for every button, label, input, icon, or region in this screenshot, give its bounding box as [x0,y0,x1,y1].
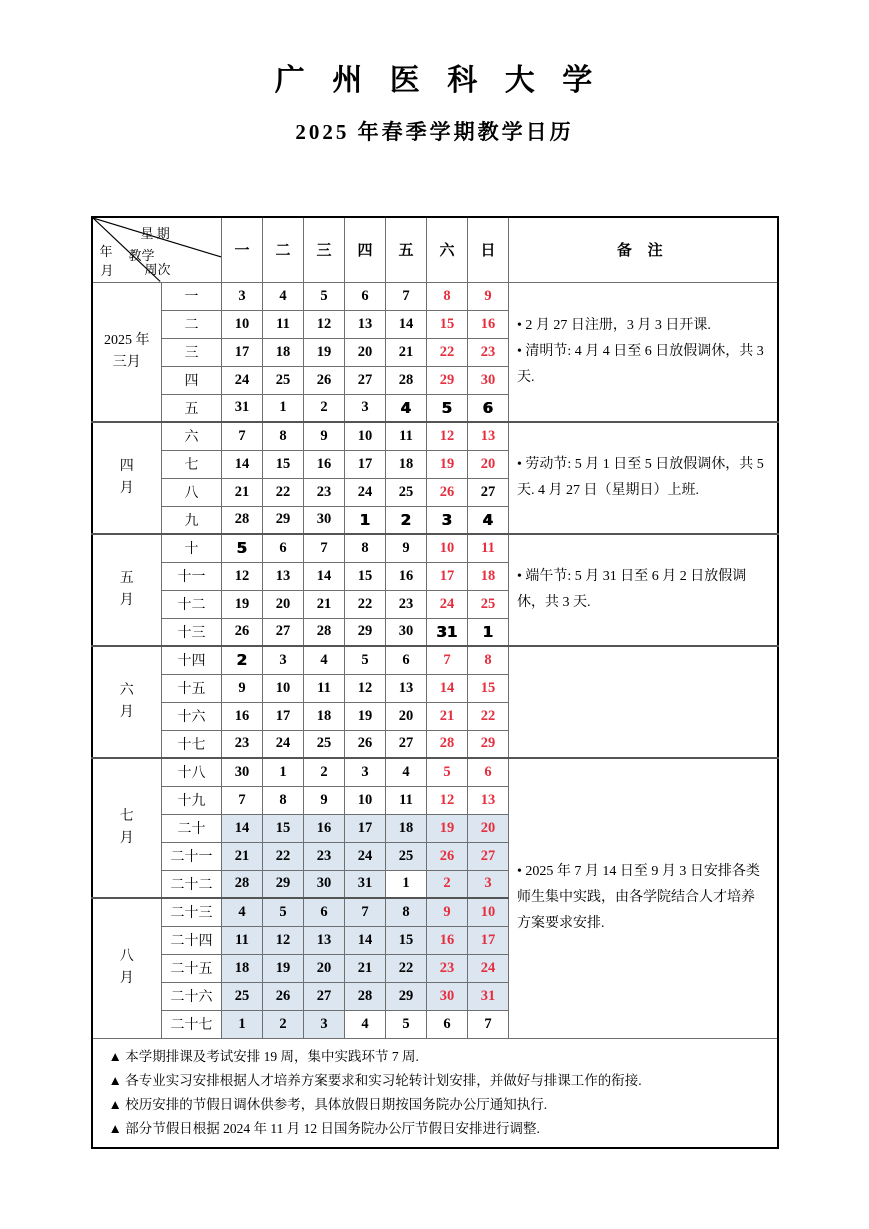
note-line: • 2 月 27 日注册，3 月 3 日开课. [517,317,711,333]
date-cell: 22 [263,478,304,506]
date-cell: 16 [304,814,345,842]
date-cell: 30 [222,758,263,786]
date-cell: 12 [427,422,468,450]
date-cell: 13 [386,674,427,702]
date-cell: 14 [222,450,263,478]
teaching-week-label: 二十五 [162,954,222,982]
teaching-week-label: 十三 [162,618,222,646]
date-cell: 26 [427,478,468,506]
date-cell: 21 [345,954,386,982]
day-of-week-header: 日 [468,217,509,282]
date-cell: 6 [468,394,509,422]
date-cell: 22 [427,338,468,366]
teaching-week-label: 二十三 [162,898,222,926]
date-cell: 20 [386,702,427,730]
date-cell: 26 [427,842,468,870]
teaching-week-label: 三 [162,338,222,366]
date-cell: 6 [263,534,304,562]
date-cell: 20 [304,954,345,982]
corner-weeknum-label: 周次 [144,262,171,277]
date-cell: 19 [427,814,468,842]
calendar-body [92,282,778,1038]
footnote-line: ▲ 各专业实习安排根据人才培养方案要求和实习轮转计划安排，并做好与排课工作的衔接. [108,1072,642,1088]
date-cell: 4 [222,898,263,926]
date-cell: 18 [468,562,509,590]
day-of-week-header: 六 [427,217,468,282]
month-label: 五 月 [92,534,162,646]
date-cell: 7 [222,422,263,450]
date-cell: 12 [427,786,468,814]
date-cell: 31 [427,618,468,646]
date-cell: 3 [345,394,386,422]
date-cell: 17 [345,450,386,478]
date-cell: 11 [386,422,427,450]
date-cell: 1 [386,870,427,898]
date-cell: 1 [468,618,509,646]
date-cell: 8 [468,646,509,674]
teaching-week-label: 十 [162,534,222,562]
date-cell: 4 [386,394,427,422]
footnotes-container [109,1045,767,1141]
date-cell: 28 [386,366,427,394]
date-cell: 19 [427,450,468,478]
date-cell: 19 [304,338,345,366]
note-cell [509,646,778,758]
date-cell: 24 [222,366,263,394]
date-cell: 22 [345,590,386,618]
date-cell: 21 [304,590,345,618]
date-cell: 28 [222,870,263,898]
note-cell [509,758,778,1038]
date-cell: 4 [263,282,304,310]
teaching-week-label: 二十六 [162,982,222,1010]
date-cell: 22 [468,702,509,730]
date-cell: 19 [263,954,304,982]
date-cell: 23 [304,478,345,506]
week-row [92,422,778,450]
month-label: 四 月 [92,422,162,534]
date-cell: 11 [304,674,345,702]
date-cell: 20 [345,338,386,366]
date-cell: 15 [468,674,509,702]
date-cell: 20 [468,450,509,478]
note-cell [509,422,778,534]
date-cell: 2 [222,646,263,674]
corner-month-label: 月 [100,263,114,278]
date-cell: 27 [468,478,509,506]
date-cell: 9 [427,898,468,926]
date-cell: 16 [386,562,427,590]
teaching-week-label: 二十一 [162,842,222,870]
date-cell: 5 [304,282,345,310]
date-cell: 17 [427,562,468,590]
date-cell: 15 [345,562,386,590]
corner-cell [92,217,222,282]
date-cell: 29 [345,618,386,646]
date-cell: 6 [304,898,345,926]
date-cell: 7 [222,786,263,814]
date-cell: 31 [468,982,509,1010]
date-cell: 30 [427,982,468,1010]
teaching-week-label: 二十七 [162,1010,222,1038]
date-cell: 13 [345,310,386,338]
date-cell: 8 [386,898,427,926]
date-cell: 16 [468,310,509,338]
footnote-line: ▲ 校历安排的节假日调休供参考，具体放假日期按国务院办公厅通知执行. [108,1096,548,1112]
date-cell: 1 [222,1010,263,1038]
date-cell: 12 [345,674,386,702]
date-cell: 7 [386,282,427,310]
date-cell: 13 [304,926,345,954]
date-cell: 10 [345,786,386,814]
date-cell: 9 [304,422,345,450]
date-cell: 22 [386,954,427,982]
teaching-week-label: 十九 [162,786,222,814]
teaching-week-label: 十二 [162,590,222,618]
date-cell: 2 [427,870,468,898]
teaching-week-label: 八 [162,478,222,506]
date-cell: 31 [345,870,386,898]
date-cell: 16 [304,450,345,478]
date-cell: 18 [386,814,427,842]
date-cell: 17 [468,926,509,954]
date-cell: 29 [263,506,304,534]
date-cell: 28 [222,506,263,534]
date-cell: 23 [304,842,345,870]
footnote-line: ▲ 本学期排课及考试安排 19 周，集中实践环节 7 周. [108,1048,419,1064]
date-cell: 7 [304,534,345,562]
date-cell: 21 [427,702,468,730]
teaching-week-label: 四 [162,366,222,394]
date-cell: 2 [386,506,427,534]
day-of-week-header: 五 [386,217,427,282]
date-cell: 9 [468,282,509,310]
month-label: 2025 年 三月 [92,282,162,422]
date-cell: 30 [304,506,345,534]
date-cell: 4 [304,646,345,674]
date-cell: 5 [427,758,468,786]
date-cell: 24 [345,842,386,870]
date-cell: 23 [386,590,427,618]
date-cell: 18 [386,450,427,478]
date-cell: 29 [468,730,509,758]
date-cell: 25 [468,590,509,618]
month-label: 六 月 [92,646,162,758]
date-cell: 30 [386,618,427,646]
date-cell: 5 [386,1010,427,1038]
date-cell: 9 [222,674,263,702]
date-cell: 29 [386,982,427,1010]
note-cell [509,282,778,422]
teaching-week-label: 二十二 [162,870,222,898]
date-cell: 23 [222,730,263,758]
date-cell: 5 [222,534,263,562]
date-cell: 8 [427,282,468,310]
corner-year-label: 年 [99,244,113,259]
teaching-week-label: 十四 [162,646,222,674]
day-of-week-header: 四 [345,217,386,282]
date-cell: 4 [386,758,427,786]
date-cell: 3 [345,758,386,786]
date-cell: 10 [263,674,304,702]
week-row [92,646,778,674]
date-cell: 22 [263,842,304,870]
date-cell: 13 [468,786,509,814]
date-cell: 6 [468,758,509,786]
page-subtitle: 2025 年春季学期教学日历 [295,120,574,144]
date-cell: 24 [345,478,386,506]
date-cell: 27 [386,730,427,758]
date-cell: 25 [304,730,345,758]
date-cell: 27 [263,618,304,646]
notes-header-cell: 备 注 [509,217,778,282]
date-cell: 3 [468,870,509,898]
date-cell: 8 [345,534,386,562]
date-cell: 16 [427,926,468,954]
teaching-week-label: 七 [162,450,222,478]
date-cell: 11 [263,310,304,338]
note-cell [509,534,778,646]
date-cell: 8 [263,422,304,450]
date-cell: 5 [427,394,468,422]
date-cell: 3 [304,1010,345,1038]
date-cell: 14 [427,674,468,702]
month-label: 八 月 [92,898,162,1038]
date-cell: 16 [222,702,263,730]
date-cell: 18 [222,954,263,982]
date-cell: 6 [386,646,427,674]
date-cell: 25 [386,478,427,506]
date-cell: 20 [468,814,509,842]
teaching-week-label: 十五 [162,674,222,702]
date-cell: 23 [427,954,468,982]
date-cell: 11 [468,534,509,562]
date-cell: 4 [345,1010,386,1038]
date-cell: 6 [345,282,386,310]
header-row [92,217,778,282]
corner-teaching-label: 教学 [128,248,155,263]
date-cell: 21 [386,338,427,366]
date-cell: 12 [304,310,345,338]
date-cell: 3 [427,506,468,534]
date-cell: 4 [468,506,509,534]
date-cell: 10 [427,534,468,562]
date-cell: 25 [222,982,263,1010]
date-cell: 14 [304,562,345,590]
date-cell: 1 [263,758,304,786]
date-cell: 26 [304,366,345,394]
date-cell: 19 [345,702,386,730]
date-cell: 5 [263,898,304,926]
week-row [92,758,778,786]
week-row [92,282,778,310]
date-cell: 25 [386,842,427,870]
date-cell: 12 [222,562,263,590]
date-cell: 15 [263,450,304,478]
date-cell: 13 [263,562,304,590]
teaching-week-label: 十八 [162,758,222,786]
date-cell: 29 [427,366,468,394]
date-cell: 30 [468,366,509,394]
date-cell: 14 [386,310,427,338]
date-cell: 25 [263,366,304,394]
date-cell: 14 [345,926,386,954]
date-cell: 26 [345,730,386,758]
date-cell: 7 [468,1010,509,1038]
note-line: • 劳动节: 5 月 1 日至 5 日放假调休，共 5 天. 4 月 27 日（星期日）上班. [517,457,764,498]
date-cell: 2 [263,1010,304,1038]
date-cell: 7 [427,646,468,674]
date-cell: 3 [222,282,263,310]
date-cell: 17 [345,814,386,842]
date-cell: 1 [345,506,386,534]
date-cell: 21 [222,478,263,506]
date-cell: 27 [304,982,345,1010]
date-cell: 2 [304,394,345,422]
date-cell: 24 [263,730,304,758]
date-cell: 15 [263,814,304,842]
day-of-week-header: 二 [263,217,304,282]
date-cell: 18 [304,702,345,730]
teaching-week-label: 十七 [162,730,222,758]
date-cell: 21 [222,842,263,870]
note-line: • 2025 年 7 月 14 日至 9 月 3 日安排各类师生集中实践，由各学院结合人才培养方案要求安排. [517,864,760,932]
date-cell: 15 [427,310,468,338]
date-cell: 17 [263,702,304,730]
date-cell: 11 [386,786,427,814]
date-cell: 10 [468,898,509,926]
date-cell: 6 [427,1010,468,1038]
date-cell: 28 [304,618,345,646]
date-cell: 19 [222,590,263,618]
teaching-week-label: 十一 [162,562,222,590]
teaching-week-label: 十六 [162,702,222,730]
teaching-week-label: 二十 [162,814,222,842]
week-row [92,534,778,562]
date-cell: 24 [468,954,509,982]
date-cell: 30 [304,870,345,898]
note-line: • 清明节: 4 月 4 日至 6 日放假调休，共 3 天. [517,343,764,385]
corner-week-label: 星 期 [140,226,170,241]
footnotes-row [92,1038,778,1148]
date-cell: 18 [263,338,304,366]
date-cell: 8 [263,786,304,814]
date-cell: 13 [468,422,509,450]
date-cell: 29 [263,870,304,898]
month-label: 七 月 [92,758,162,898]
date-cell: 26 [222,618,263,646]
date-cell: 2 [304,758,345,786]
page-title: 广 州 医 科 大 学 [274,64,595,97]
day-of-week-header: 一 [222,217,263,282]
date-cell: 3 [263,646,304,674]
date-cell: 11 [222,926,263,954]
date-cell: 5 [345,646,386,674]
calendar-table [91,216,779,1149]
teaching-week-label: 二十四 [162,926,222,954]
teaching-week-label: 九 [162,506,222,534]
note-line: • 端午节: 5 月 31 日至 6 月 2 日放假调休，共 3 天. [517,569,747,610]
footnote-line: ▲ 部分节假日根据 2024 年 11 月 12 日国务院办公厅节假日安排进行调整. [108,1120,540,1136]
teaching-week-label: 一 [162,282,222,310]
date-cell: 14 [222,814,263,842]
date-cell: 24 [427,590,468,618]
day-of-week-header: 三 [304,217,345,282]
teaching-week-label: 二 [162,310,222,338]
date-cell: 23 [468,338,509,366]
date-cell: 1 [263,394,304,422]
date-cell: 7 [345,898,386,926]
date-cell: 27 [345,366,386,394]
date-cell: 26 [263,982,304,1010]
date-cell: 31 [222,394,263,422]
date-cell: 9 [386,534,427,562]
date-cell: 12 [263,926,304,954]
date-cell: 9 [304,786,345,814]
date-cell: 17 [222,338,263,366]
date-cell: 10 [345,422,386,450]
date-cell: 10 [222,310,263,338]
date-cell: 15 [386,926,427,954]
date-cell: 20 [263,590,304,618]
teaching-week-label: 六 [162,422,222,450]
teaching-week-label: 五 [162,394,222,422]
footnotes-cell [92,1038,778,1148]
date-cell: 28 [345,982,386,1010]
date-cell: 28 [427,730,468,758]
date-cell: 27 [468,842,509,870]
